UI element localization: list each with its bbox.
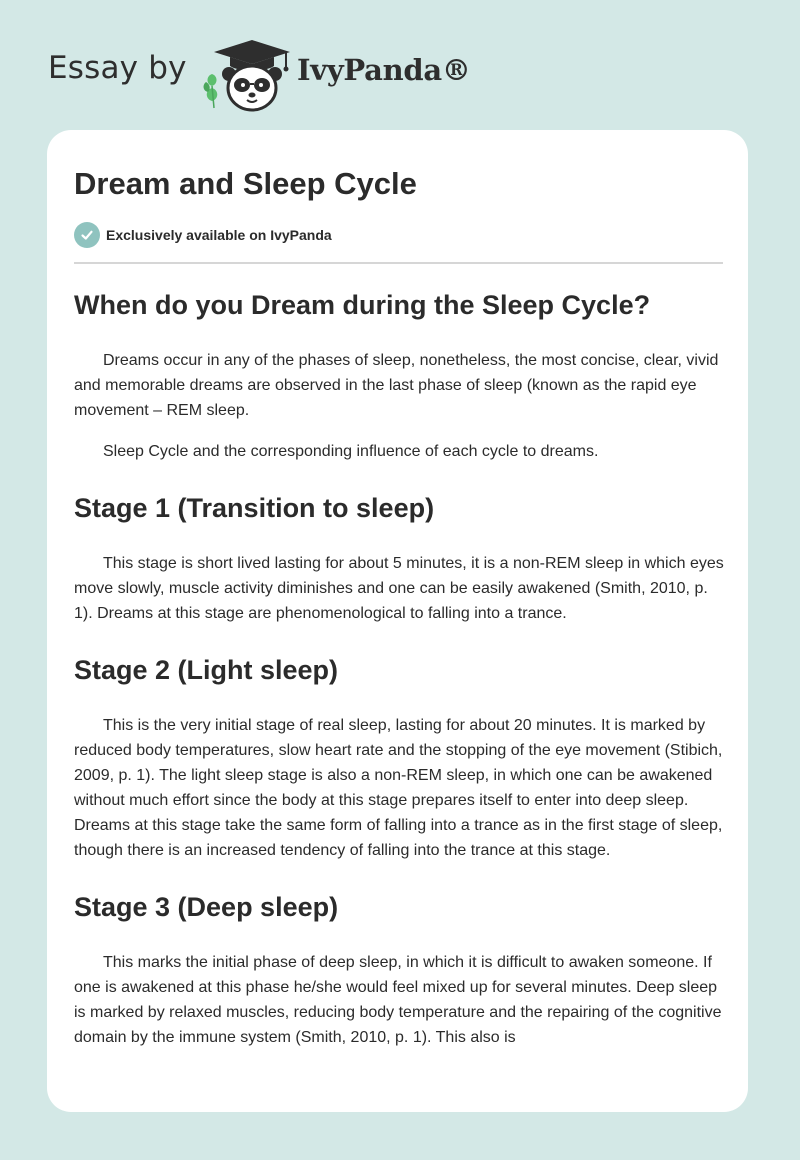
section-paragraph: Sleep Cycle and the corresponding influence of each cycle to dreams. — [103, 443, 599, 460]
ivy-leaf-icon — [204, 74, 218, 108]
exclusive-badge-label: Exclusively available on IvyPanda — [106, 227, 332, 243]
check-icon — [74, 222, 100, 248]
divider — [74, 262, 723, 264]
section-paragraph: This marks the initial phase of deep sleep, in which it is difficult to awaken someone. If one is awakened at this phase he/she would feel mixed up for several minutes. Deep sleep is marked by relaxed muscles, reducing body temperature and the repairing of the cognitive domain by the immune system (Smith, 2010, p. 1). This also is — [74, 954, 722, 1046]
page-title: Dream and Sleep Cycle — [74, 166, 417, 201]
section-heading: Stage 2 (Light sleep) — [74, 655, 339, 685]
section-paragraph: This stage is short lived lasting for about 5 minutes, it is a non-REM sleep in which eyes move slowly, muscle activity diminishes and one can be easily awakened (Smith, 2010, p. 1). Dreams at this stage are phenomenological to falling into a trance. — [74, 555, 724, 622]
section-paragraph: Dreams occur in any of the phases of sleep, nonetheless, the most concise, clear, vivid and memorable dreams are observed in the last phase of sleep (known as the rapid eye movement – REM sleep. — [74, 352, 719, 419]
panda-logo-icon[interactable] — [202, 38, 294, 112]
brand-prefix: Essay by — [48, 50, 187, 86]
essay-content — [74, 164, 724, 1050]
site-header — [0, 0, 800, 130]
brand-name[interactable]: IvyPanda® — [297, 53, 471, 87]
exclusive-badge — [74, 222, 724, 248]
section-paragraph: This is the very initial stage of real sleep, lasting for about 20 minutes. It is marked by reduced body temperatures, slow heart rate and the stopping of the eye movement (Stibich, 2009, p. 1). The light sleep stage is also a non-REM sleep, in which one can be awakened without much effort since the body at this stage prepares itself to enter into deep sleep. Dreams at this stage take the same form of falling into a trance as in the first stage of sleep, though there is an increased tendency of falling into the trance at this stage. — [74, 717, 723, 859]
essay-card — [47, 130, 748, 1112]
section-heading: Stage 3 (Deep sleep) — [74, 892, 339, 922]
section-heading: Stage 1 (Transition to sleep) — [74, 493, 435, 523]
section-heading: When do you Dream during the Sleep Cycle? — [74, 290, 651, 320]
